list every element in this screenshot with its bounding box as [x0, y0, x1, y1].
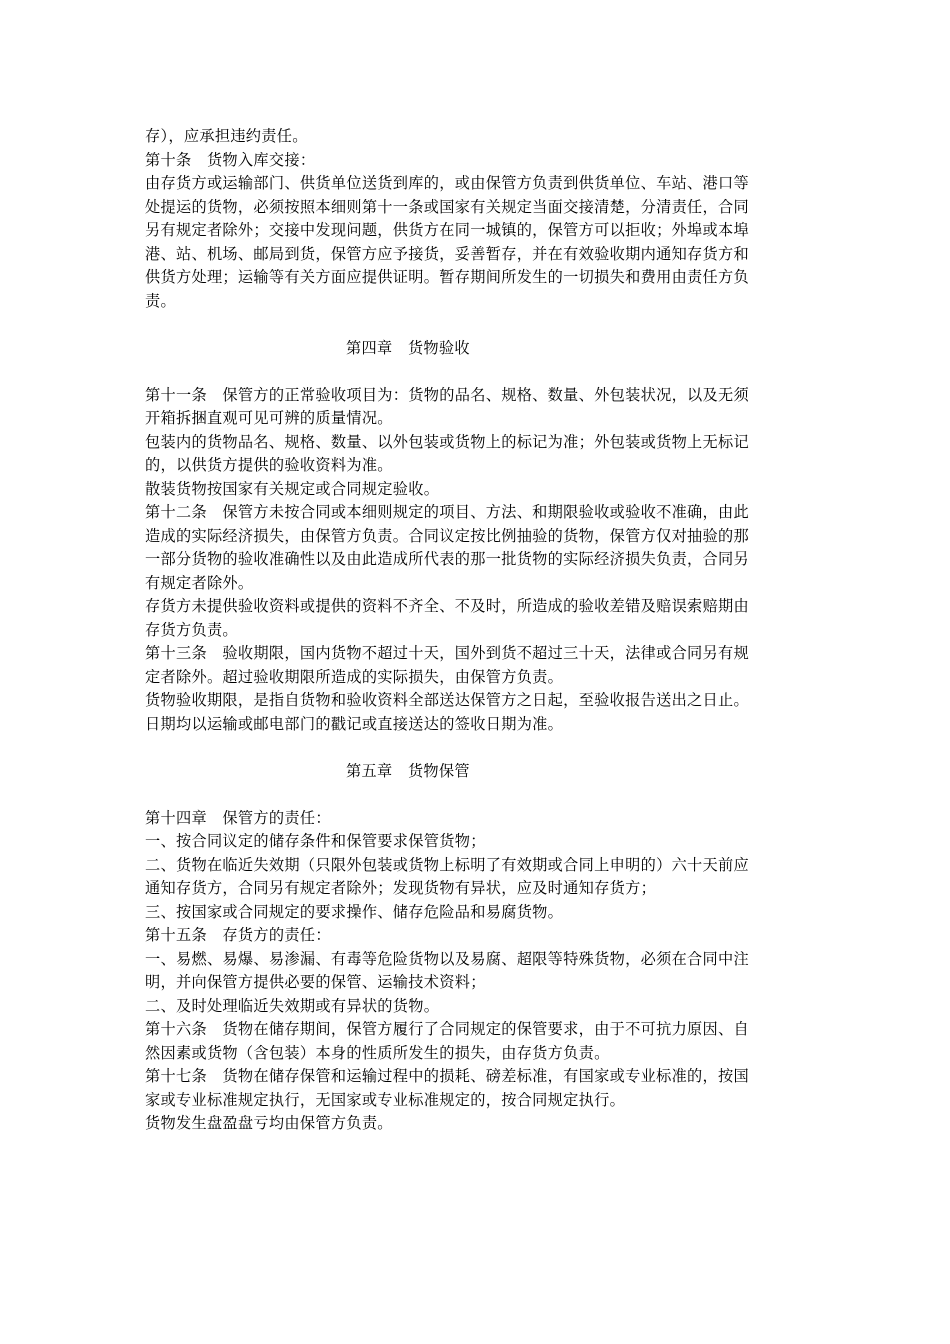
article-title: 第十条 货物入库交接： [145, 150, 316, 169]
text-line: 货物验收期限，是指自货物和验收资料全部送达保管方之日起，至验收报告送出之日止。 [145, 691, 750, 709]
text-line: 第十五条 存货方的责任： [145, 926, 331, 944]
text-line: 开箱拆捆直观可见可辨的质量情况。 [145, 409, 393, 427]
text-line: 定者除外。超过验收期限所造成的实际损失，由保管方负责。 [145, 667, 564, 686]
text-line: 处提运的货物，必须按照本细则第十一条或国家有关规定当面交接清楚，分清责任，合同 [145, 197, 750, 216]
text-line: 散装货物按国家有关规定或合同规定验收。 [145, 479, 440, 498]
spacer [145, 360, 810, 384]
text-line: 三、按国家或合同规定的要求操作、储存危险品和易腐货物。 [145, 902, 564, 921]
spacer [145, 783, 810, 807]
text-line: 第十七条 货物在储存保管和运输过程中的损耗、磅差标准，有国家或专业标准的，按国 [145, 1067, 750, 1085]
text-line: 货物发生盘盈盘亏均由保管方负责。 [145, 1114, 393, 1132]
text-line: 存），应承担违约责任。 [145, 127, 308, 145]
chapter-heading: 第五章 货物保管 [346, 761, 470, 780]
text-line: 通知存货方，合同另有规定者除外；发现货物有异状，应及时通知存货方； [145, 879, 657, 897]
text-line: 二、及时处理临近失效期或有异状的货物。 [145, 996, 440, 1015]
text-line: 明，并向保管方提供必要的保管、运输技术资料； [145, 973, 486, 991]
text-line: 的，以供货方提供的验收资料为准。 [145, 456, 393, 474]
text-line: 第十六条 货物在储存期间，保管方履行了合同规定的保管要求，由于不可抗力原因、自 [145, 1020, 750, 1038]
text-line: 日期均以运输或邮电部门的戳记或直接送达的签收日期为准。 [145, 714, 564, 733]
spacer [145, 313, 810, 337]
text-line: 一部分货物的验收准确性以及由此造成所代表的那一批货物的实际经济损失负责，合同另 [145, 550, 750, 568]
text-line: 家或专业标准规定执行，无国家或专业标准规定的，按合同规定执行。 [145, 1090, 626, 1109]
text-line: 第十二条 保管方未按合同或本细则规定的项目、方法、和期限验收或验收不准确，由此 [145, 503, 750, 521]
chapter-heading: 第四章 货物验收 [346, 338, 470, 357]
text-line: 包装内的货物品名、规格、数量、以外包装或货物上的标记为准；外包装或货物上无标记 [145, 432, 750, 451]
spacer [145, 736, 810, 760]
text-line: 港、站、机场、邮局到货，保管方应予接货，妥善暂存，并在有效验收期内通知存货方和 [145, 244, 750, 263]
section-article-10 [145, 125, 810, 313]
text-line: 一、按合同议定的储存条件和保管要求保管货物； [145, 832, 486, 850]
text-line: 第十一条 保管方的正常验收项目为：货物的品名、规格、数量、外包装状况，以及无须 [145, 385, 750, 404]
text-line: 存货方未提供验收资料或提供的资料不齐全、不及时，所造成的验收差错及赔误索赔期由 [145, 597, 750, 615]
document-page [145, 125, 810, 1136]
text-line: 第十三条 验收期限，国内货物不超过十天，国外到货不超过三十天，法律或合同另有规 [145, 644, 750, 662]
section-chapter-4 [145, 384, 810, 737]
text-line: 由存货方或运输部门、供货单位送货到库的，或由保管方负责到供货单位、车站、港口等 [145, 174, 750, 192]
text-line: 另有规定者除外；交接中发现问题，供货方在同一城镇的，保管方可以拒收；外埠或本埠 [145, 221, 750, 239]
section-chapter-5 [145, 807, 810, 1136]
text-line: 供货方处理；运输等有关方面应提供证明。暂存期间所发生的一切损失和费用由责任方负 [145, 268, 750, 286]
text-line: 一、易燃、易爆、易渗漏、有毒等危险货物以及易腐、超限等特殊货物，必须在合同中注 [145, 949, 750, 968]
text-line: 第十四章 保管方的责任： [145, 808, 331, 827]
text-line: 有规定者除外。 [145, 573, 254, 592]
text-line: 二、货物在临近失效期（只限外包装或货物上标明了有效期或合同上申明的）六十天前应 [145, 855, 750, 874]
text-line: 然因素或货物（含包装）本身的性质所发生的损失，由存货方负责。 [145, 1043, 610, 1062]
text-line: 存货方负责。 [145, 620, 238, 639]
text-line: 造成的实际经济损失，由保管方负责。合同议定按比例抽验的货物，保管方仅对抽验的那 [145, 526, 750, 545]
text-line: 责。 [145, 291, 176, 310]
